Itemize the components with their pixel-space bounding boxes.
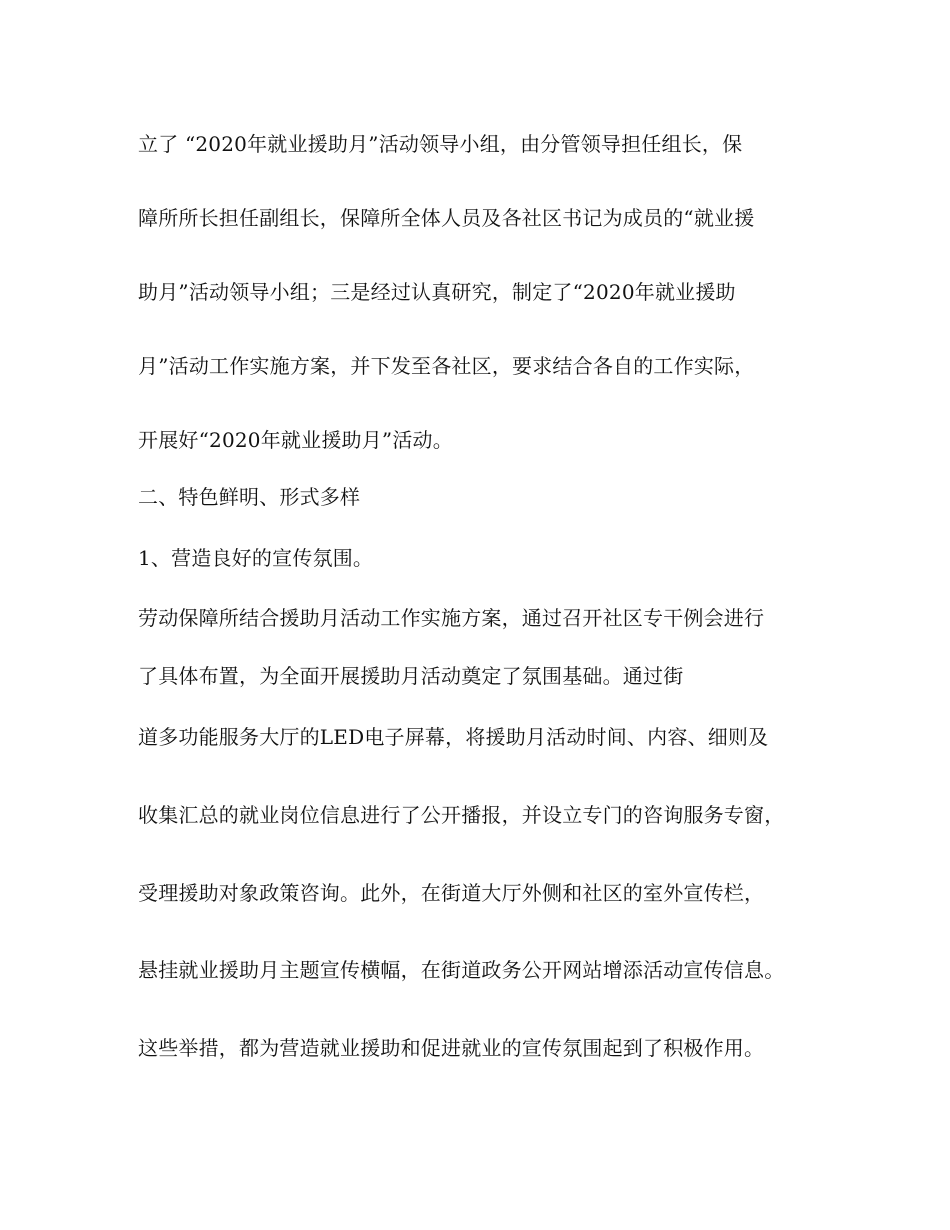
paragraph-line: 助月”活动领导小组；三是经过认真研究，制定了“2020年就业援助 [138, 280, 736, 304]
section-heading: 二、特色鲜明、形式多样 [138, 485, 361, 509]
paragraph-line: 开展好“2020年就业援助月”活动。 [138, 428, 453, 452]
subsection-heading: 1、营造良好的宣传氛围。 [138, 546, 374, 570]
paragraph-line: 受理援助对象政策咨询。此外，在街道大厅外侧和社区的室外宣传栏， [138, 881, 765, 905]
paragraph-line: 立了 “2020年就业援助月”活动领导小组，由分管领导担任组长，保 [138, 132, 743, 156]
paragraph-line: 收集汇总的就业岗位信息进行了公开播报，并设立专门的咨询服务专窗， [138, 803, 785, 827]
paragraph-line: 障所所长担任副组长，保障所全体人员及各社区书记为成员的“就业援 [138, 206, 755, 230]
paragraph-line: 这些举措，都为营造就业援助和促进就业的宣传氛围起到了积极作用。 [138, 1036, 765, 1060]
paragraph-line: 劳动保障所结合援助月活动工作实施方案，通过召开社区专干例会进行 [138, 606, 765, 630]
paragraph-line: 悬挂就业援助月主题宣传横幅，在街道政务公开网站增添活动宣传信息。 [138, 958, 785, 982]
paragraph-line: 道多功能服务大厅的LED电子屏幕，将援助月活动时间、内容、细则及 [138, 725, 769, 749]
paragraph-line: 月”活动工作实施方案，并下发至各社区，要求结合各自的工作实际， [138, 354, 755, 378]
paragraph-line: 了具体布置，为全面开展援助月活动奠定了氛围基础。通过街 [138, 664, 684, 688]
